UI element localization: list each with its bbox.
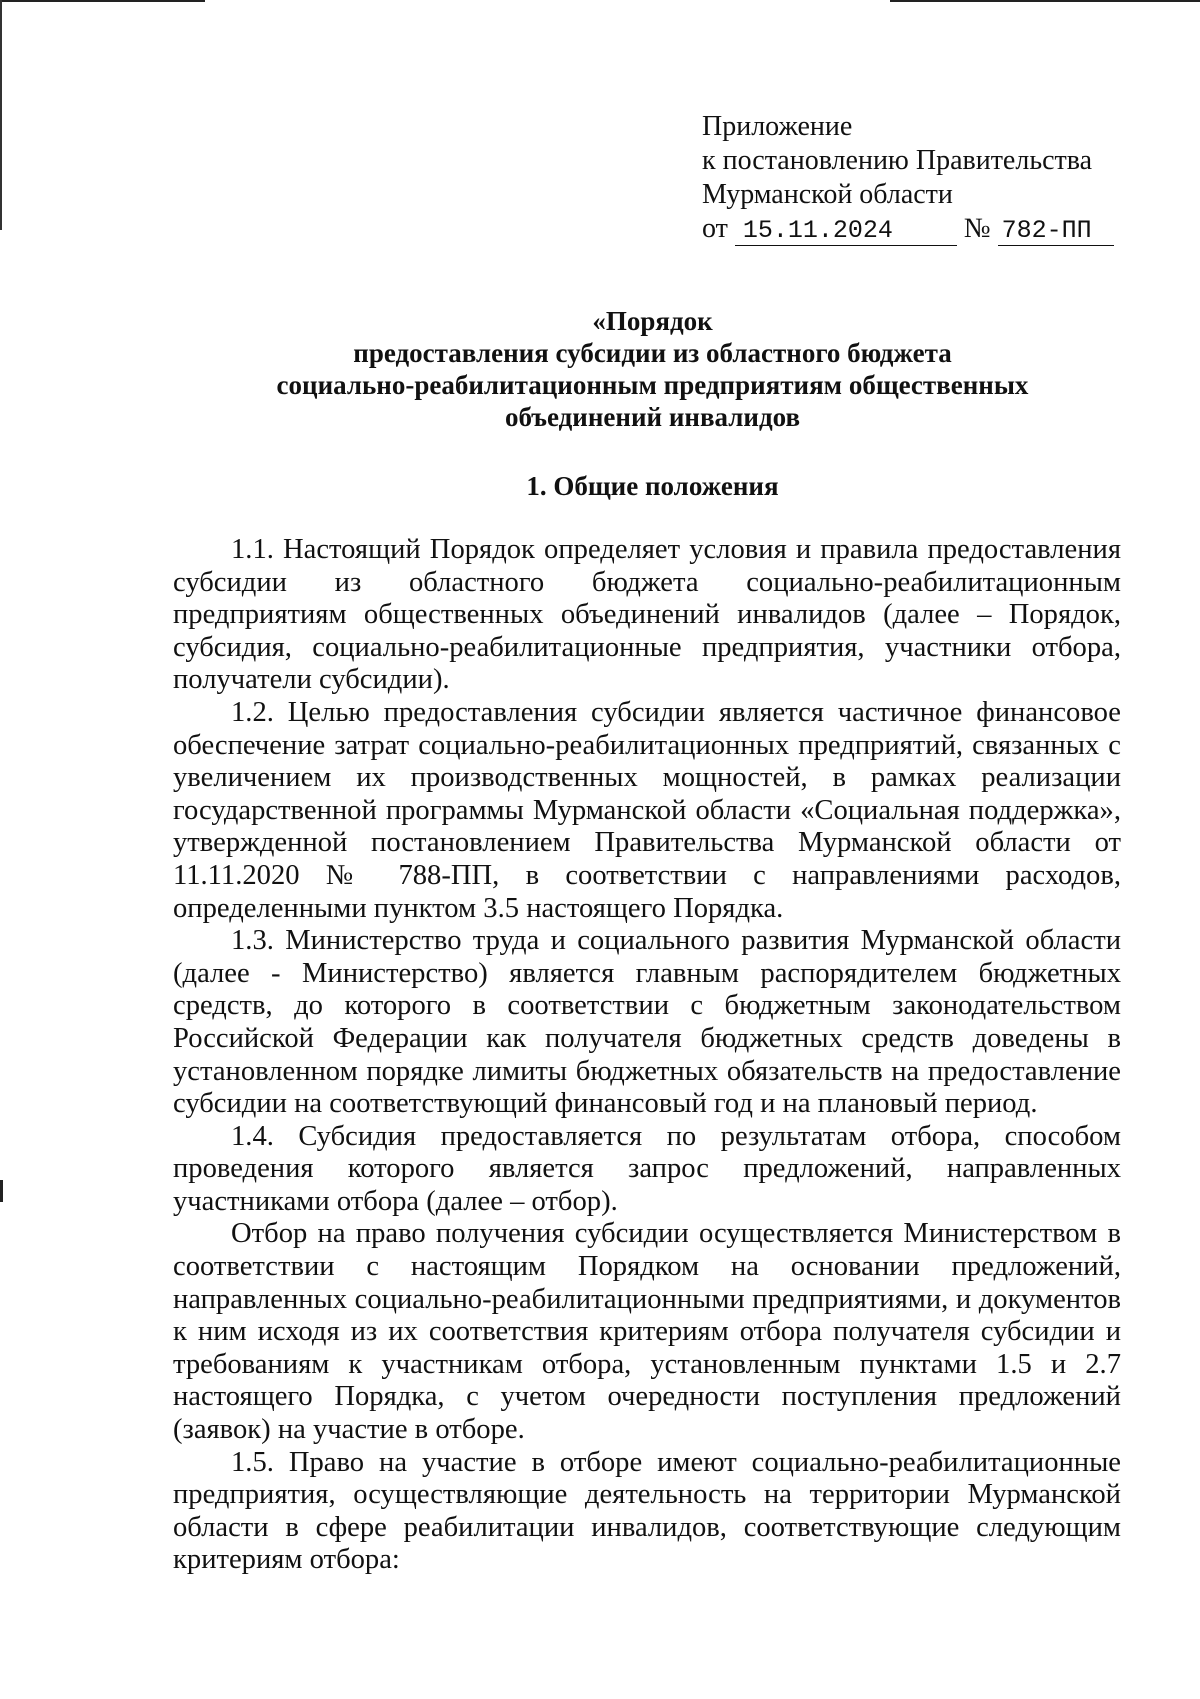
appendix-line: Приложение xyxy=(702,111,853,142)
section-heading: 1. Общие положения xyxy=(526,471,779,501)
title-line: «Порядок xyxy=(592,306,713,336)
title-line: объединений инвалидов xyxy=(504,402,801,432)
title-line: социально-реабилитационным предприятиям общественных xyxy=(276,370,1029,400)
date-prefix: от xyxy=(702,213,728,244)
scan-artifact-edge xyxy=(0,0,2,230)
appendix-line: Мурманской области xyxy=(702,179,953,210)
number-prefix: № xyxy=(963,213,991,244)
appendix-line: к постановлению Правительства xyxy=(702,145,1093,176)
title-line: предоставления субсидии из областного бюджета xyxy=(353,338,952,368)
paragraph: 1.2. Целью предоставления субсидии является частичное финансовое обеспечение затрат социально-реабилитационных предприятий, связанных с увеличением их производственных мощностей, в рамках реализации государственной программы Мурманской области «Социальная поддержка», утвержденной постановлением Правительства Мурманской области от 11.11.2020 № 788-ПП, в соответствии с направлениями расходов, определенными пунктом 3.5 настоящего Порядка. xyxy=(173,696,1121,924)
scan-artifact-line xyxy=(890,0,1200,2)
paragraph: 1.5. Право на участие в отборе имеют социально-реабилитационные предприятия, осуществляющие деятельность на территории Мурманской области в сфере реабилитации инвалидов, соответствующие следующим критериям отбора: xyxy=(173,1446,1121,1576)
paragraph: 1.4. Субсидия предоставляется по результатам отбора, способом проведения которого является запрос предложений, направленных участниками отбора (далее – отбор). xyxy=(173,1120,1121,1217)
paragraph: Отбор на право получения субсидии осуществляется Министерством в соответствии с настоящим Порядком на основании предложений, направленных социально-реабилитационными предприятиями, и документов к ним исходя из их соответствия критериям отбора получателя субсидии и требованиям к участникам отбора, установленным пунктами 1.5 и 2.7 настоящего Порядка, с учетом очередности поступления предложений (заявок) на участие в отборе. xyxy=(173,1218,1121,1446)
document-number: 782-ПП xyxy=(998,217,1114,246)
document-title xyxy=(170,305,1135,433)
appendix-date-line xyxy=(702,212,1114,246)
paragraph: 1.3. Министерство труда и социального развития Мурманской области (далее - Министерство) является главным распорядителем бюджетных средств, до которого в соответствии с бюджетным законодательством Российской Федерации как получателя бюджетных средств доведены в установленном порядке лимиты бюджетных обязательств на предоставление субсидии на соответствующий финансовый год и на плановый период. xyxy=(173,925,1121,1120)
document-date: 15.11.2024 xyxy=(735,217,957,246)
appendix-block xyxy=(702,110,1114,246)
scan-artifact-tick xyxy=(0,1180,3,1202)
paragraph: 1.1. Настоящий Порядок определяет условия и правила предоставления субсидии из областного бюджета социально-реабилитационным предприятиям общественных объединений инвалидов (далее – Порядок, субсидия, социально-реабилитационные предприятия, участники отбора, получатели субсидии). xyxy=(173,534,1121,696)
document-body xyxy=(173,534,1121,1577)
scan-artifact-line xyxy=(0,0,205,2)
